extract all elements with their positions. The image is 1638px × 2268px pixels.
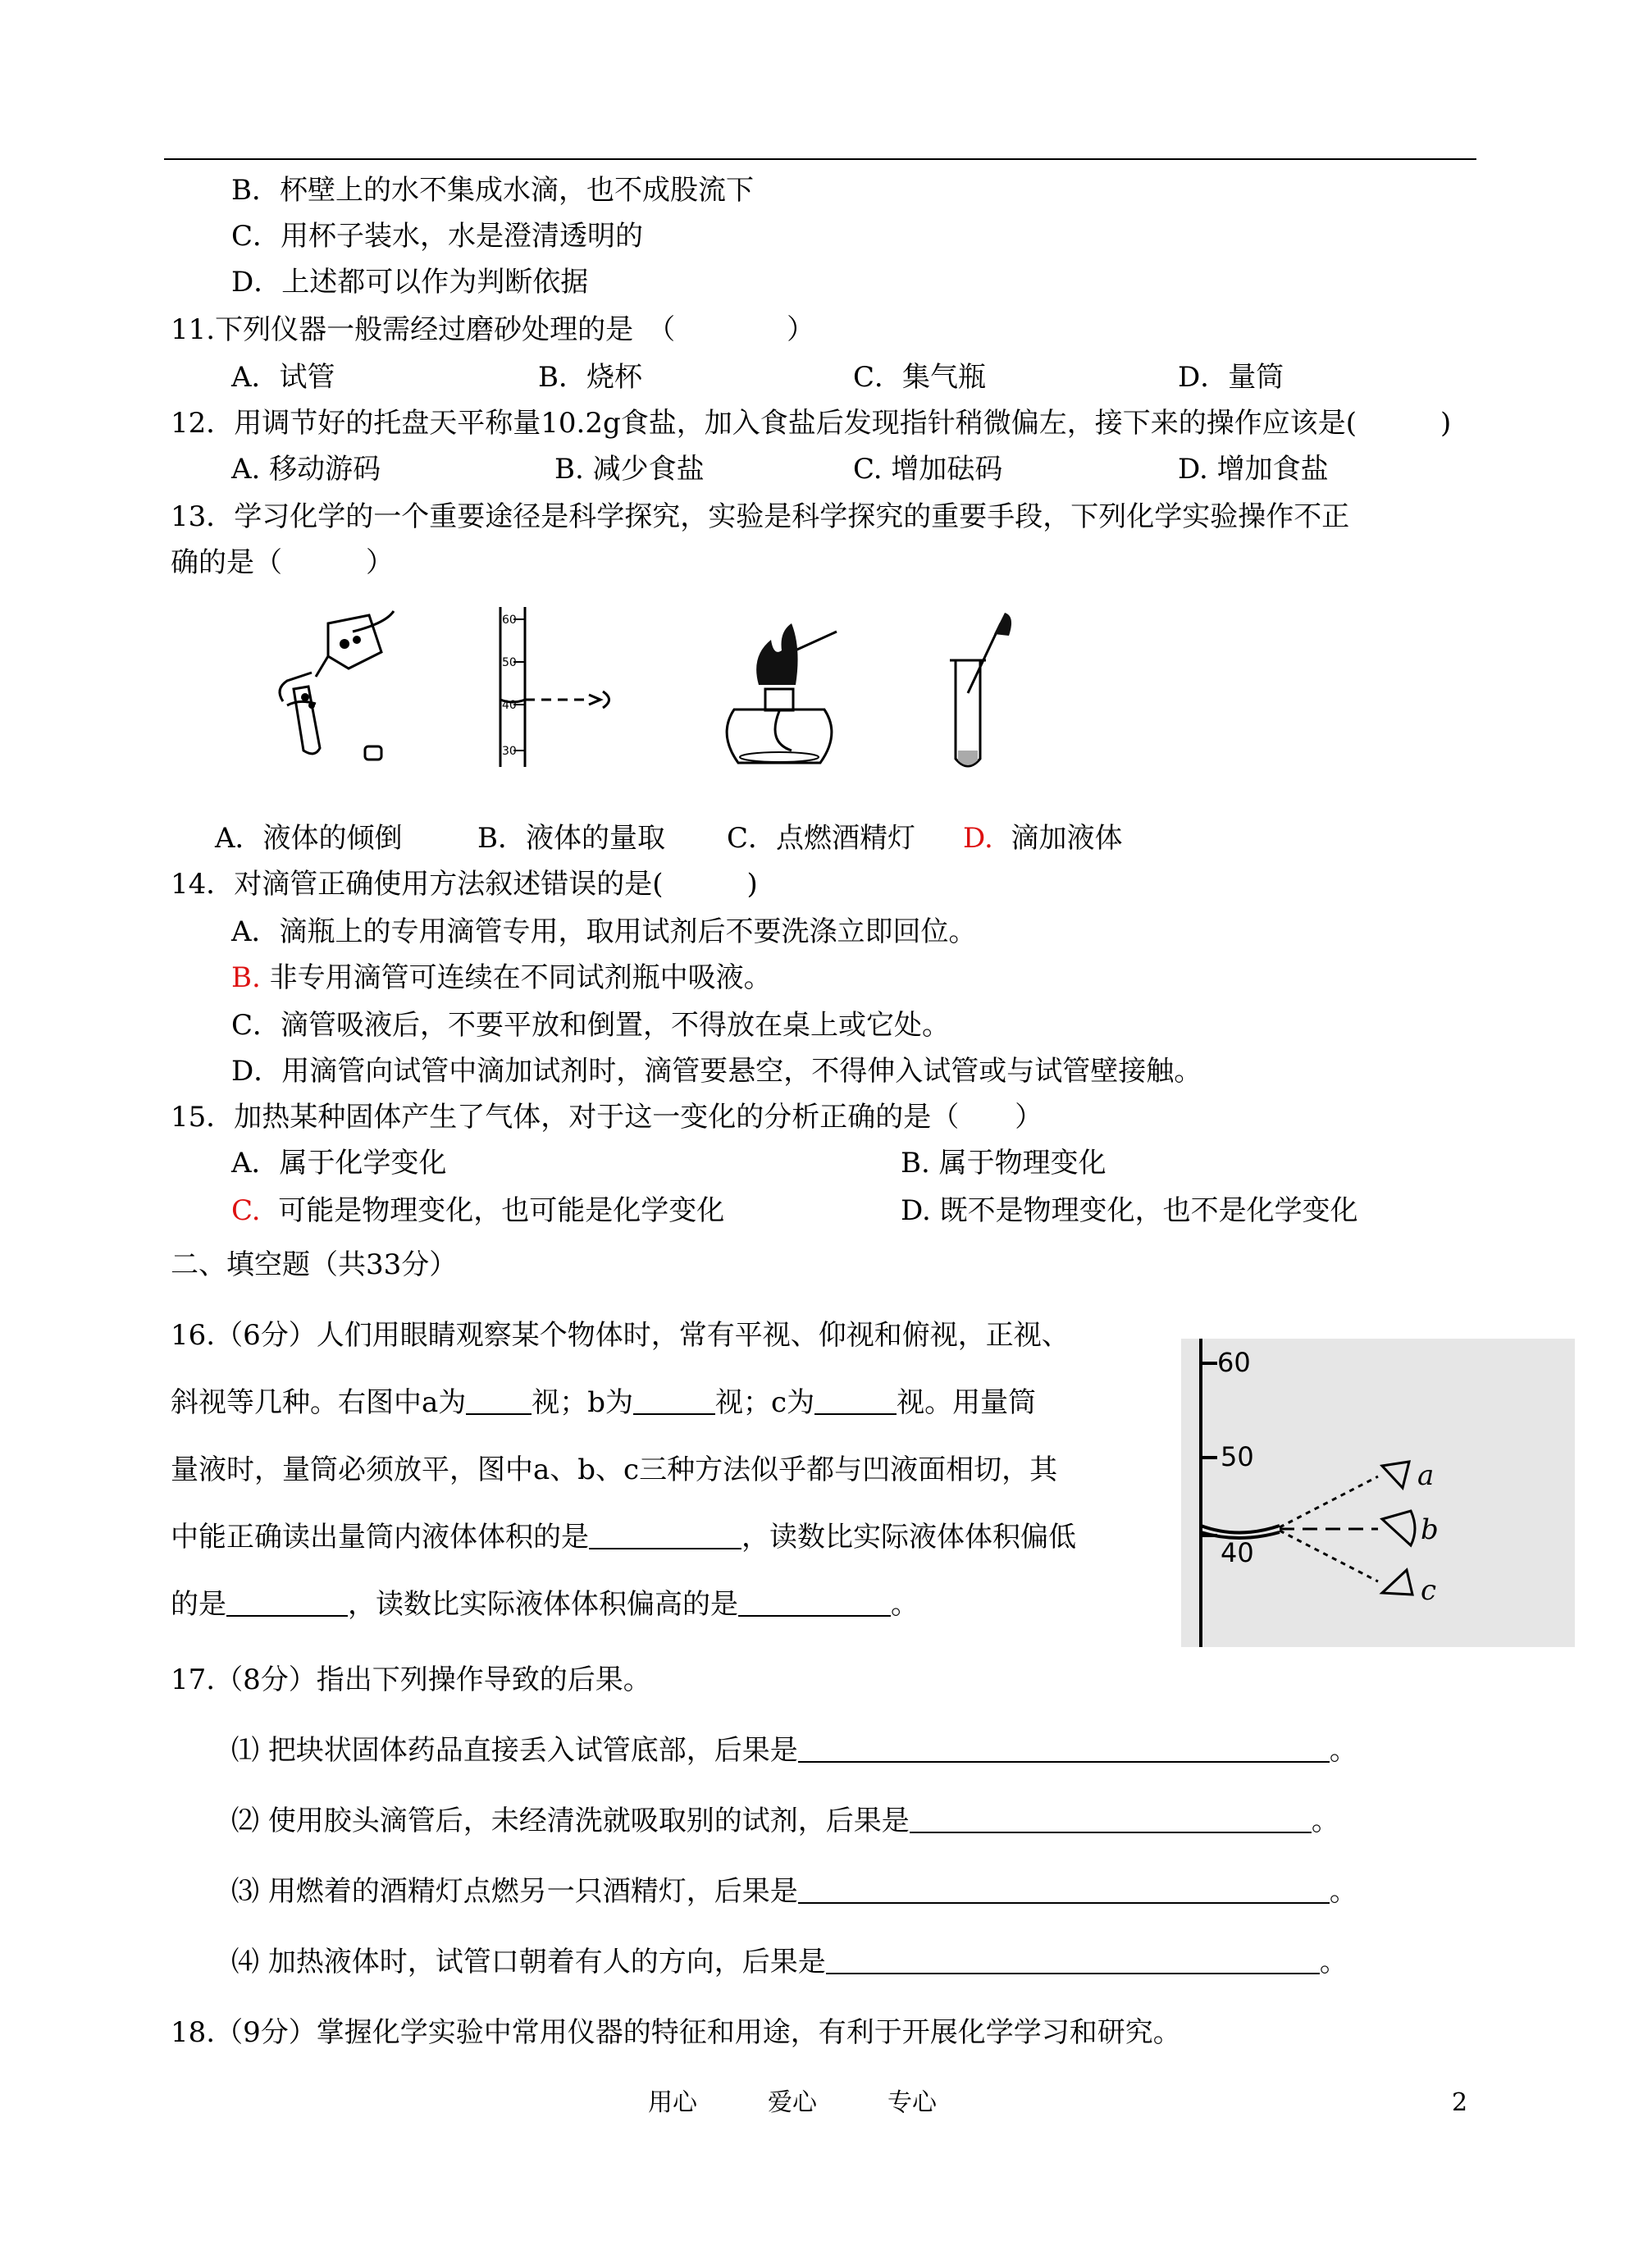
q16-text: 。 [891, 1588, 919, 1621]
q14-option-c: C．滴管吸液后，不要平放和倒置，不得放在桌上或它处。 [231, 1009, 951, 1042]
item-number: ⑵ [231, 1805, 259, 1837]
item-text: 加热液体时，试管口朝着有人的方向，后果是 [267, 1946, 826, 1978]
tick-60: 60 [1217, 1347, 1251, 1378]
item-end: 。 [1319, 1946, 1348, 1978]
q14-option-b [231, 961, 772, 994]
q11-stem: 11.下列仪器一般需经过磨砂处理的是 （ ） [171, 313, 815, 346]
blank-b-view[interactable] [633, 1387, 715, 1415]
q16-text: 视。用量筒 [897, 1386, 1037, 1419]
q16-text: 中能正确读出量筒内液体体积的是 [171, 1521, 589, 1554]
alcohol-lamp-illustration [701, 611, 857, 775]
footer-right: 专心 [887, 2088, 937, 2117]
q16-text: 的是 [171, 1588, 226, 1621]
answer-blank[interactable] [910, 1805, 1312, 1833]
item-text: 把块状固体药品直接丢入试管底部，后果是 [267, 1734, 798, 1767]
q15-option-a: A．属于化学变化 [231, 1147, 447, 1180]
q10-option-b: B．杯壁上的水不集成水滴，也不成股流下 [231, 174, 754, 207]
tick-50: 50 [1221, 1441, 1254, 1472]
page-number: 2 [1452, 2088, 1468, 2117]
blank-high-reading[interactable] [738, 1589, 891, 1617]
q15-option-c-text: 可能是物理变化，也可能是化学变化 [278, 1194, 725, 1227]
q13-answer-letter: D. [963, 822, 993, 855]
q14-option-d: D．用滴管向试管中滴加试剂时，滴管要悬空，不得伸入试管或与试管壁接触。 [231, 1055, 1202, 1088]
q12-option-a: A. 移动游码 [231, 453, 381, 486]
item-number: ⑴ [231, 1734, 259, 1767]
item-end: 。 [1329, 1734, 1357, 1767]
q16-text: 视；c为 [715, 1386, 815, 1419]
eye-label-c: c [1421, 1574, 1437, 1607]
q17-item [231, 1734, 1357, 1767]
item-number: ⑷ [231, 1946, 259, 1978]
liquid-pouring-illustration [238, 607, 402, 771]
measuring-cylinder-reading-illustration [484, 603, 648, 775]
q13-option-b: B．液体的量取 [477, 822, 665, 855]
q12-stem: 12．用调节好的托盘天平称量10.2g食盐，加入食盐后发现指针稍微偏左，接下来的操作应该是( ) [171, 407, 1452, 440]
q16-text: ，读数比实际液体体积偏高的是 [348, 1588, 738, 1621]
q12-option-d: D. 增加食盐 [1178, 453, 1329, 486]
q10-option-c: C．用杯子装水，水是澄清透明的 [231, 220, 644, 253]
q14-stem: 14．对滴管正确使用方法叙述错误的是( ) [171, 868, 758, 901]
q16-line3: 量液时，量筒必须放平，图中a、b、c三种方法似乎都与凹液面相切，其 [171, 1453, 1058, 1486]
q15-option-c [231, 1194, 724, 1227]
eye-label-a: a [1417, 1459, 1435, 1492]
cylinder-tick-50: 50 [502, 656, 517, 669]
q12-option-c: C. 增加砝码 [853, 453, 1003, 486]
item-text: 用燃着的酒精灯点燃另一只酒精灯，后果是 [267, 1875, 798, 1908]
blank-low-reading[interactable] [226, 1589, 348, 1617]
q16-line4 [171, 1521, 1076, 1554]
blank-c-view[interactable] [814, 1387, 897, 1415]
q11-option-c: C．集气瓶 [853, 361, 987, 394]
q16-line1: 16.（6分）人们用眼睛观察某个物体时，常有平视、仰视和俯视，正视、 [171, 1319, 1070, 1352]
item-end: 。 [1311, 1805, 1339, 1837]
item-text: 使用胶头滴管后，未经清洗就吸取别的试剂，后果是 [267, 1805, 910, 1837]
header-rule [164, 158, 1476, 160]
eye-label-b: b [1421, 1513, 1439, 1546]
q13-stem-line2: 确的是（ ） [171, 546, 394, 579]
q10-option-d: D．上述都可以作为判断依据 [231, 266, 589, 299]
q11-option-a: A．试管 [231, 361, 335, 394]
q16-line2 [171, 1386, 1036, 1419]
q16-line5 [171, 1588, 919, 1621]
q18-stem: 18.（9分）掌握化学实验中常用仪器的特征和用途，有利于开展化学学习和研究。 [171, 2016, 1181, 2049]
q13-option-d-text: 滴加液体 [1011, 822, 1123, 855]
q15-option-b: B. 属于物理变化 [901, 1147, 1106, 1180]
item-number: ⑶ [231, 1875, 259, 1908]
cylinder-tick-30: 30 [502, 745, 517, 758]
blank-a-view[interactable] [466, 1387, 532, 1415]
q13-option-a: A．液体的倾倒 [215, 822, 403, 855]
q15-stem: 15．加热某种固体产生了气体，对于这一变化的分析正确的是（ ） [171, 1101, 1043, 1134]
answer-blank[interactable] [798, 1876, 1330, 1904]
q15-option-d: D. 既不是物理变化，也不是化学变化 [901, 1194, 1358, 1227]
section-title: 二、填空题（共33分） [171, 1248, 458, 1281]
q14-answer-letter: B. [231, 961, 261, 994]
answer-blank[interactable] [826, 1946, 1320, 1974]
q12-option-b: B. 减少食盐 [554, 453, 705, 486]
answer-blank[interactable] [798, 1735, 1330, 1763]
q11-option-d: D．量筒 [1178, 361, 1284, 394]
item-end: 。 [1329, 1875, 1357, 1908]
q13-stem-line1: 13．学习化学的一个重要途径是科学探究，实验是科学探究的重要手段，下列化学实验操作不正 [171, 500, 1350, 533]
cylinder-tick-60: 60 [502, 614, 517, 627]
tick-40: 40 [1221, 1537, 1254, 1568]
q15-answer-letter: C. [231, 1194, 261, 1227]
q13-option-c: C．点燃酒精灯 [727, 822, 916, 855]
q16-text: 斜视等几种。右图中a为 [171, 1386, 467, 1419]
footer-left: 用心 [648, 2088, 697, 2117]
cylinder-tick-40: 40 [502, 699, 517, 712]
q17-item [231, 1875, 1357, 1908]
footer-mid: 爱心 [768, 2088, 817, 2117]
dropper-illustration [943, 611, 1025, 775]
blank-correct-reading[interactable] [589, 1522, 741, 1549]
q14-option-a: A．滴瓶上的专用滴管专用，取用试剂后不要洗涤立即回位。 [231, 915, 977, 948]
q17-stem: 17.（8分）指出下列操作导致的后果。 [171, 1663, 651, 1696]
cylinder-viewing-angles-figure [1181, 1339, 1575, 1647]
q17-item [231, 1805, 1339, 1837]
q16-text: ，读数比实际液体体积偏低 [741, 1521, 1076, 1554]
q14-option-b-text: 非专用滴管可连续在不同试剂瓶中吸液。 [269, 961, 772, 994]
q16-text: 视；b为 [532, 1386, 634, 1419]
q11-option-b: B．烧杯 [538, 361, 642, 394]
q17-item [231, 1946, 1348, 1978]
q13-option-d [963, 822, 1122, 855]
